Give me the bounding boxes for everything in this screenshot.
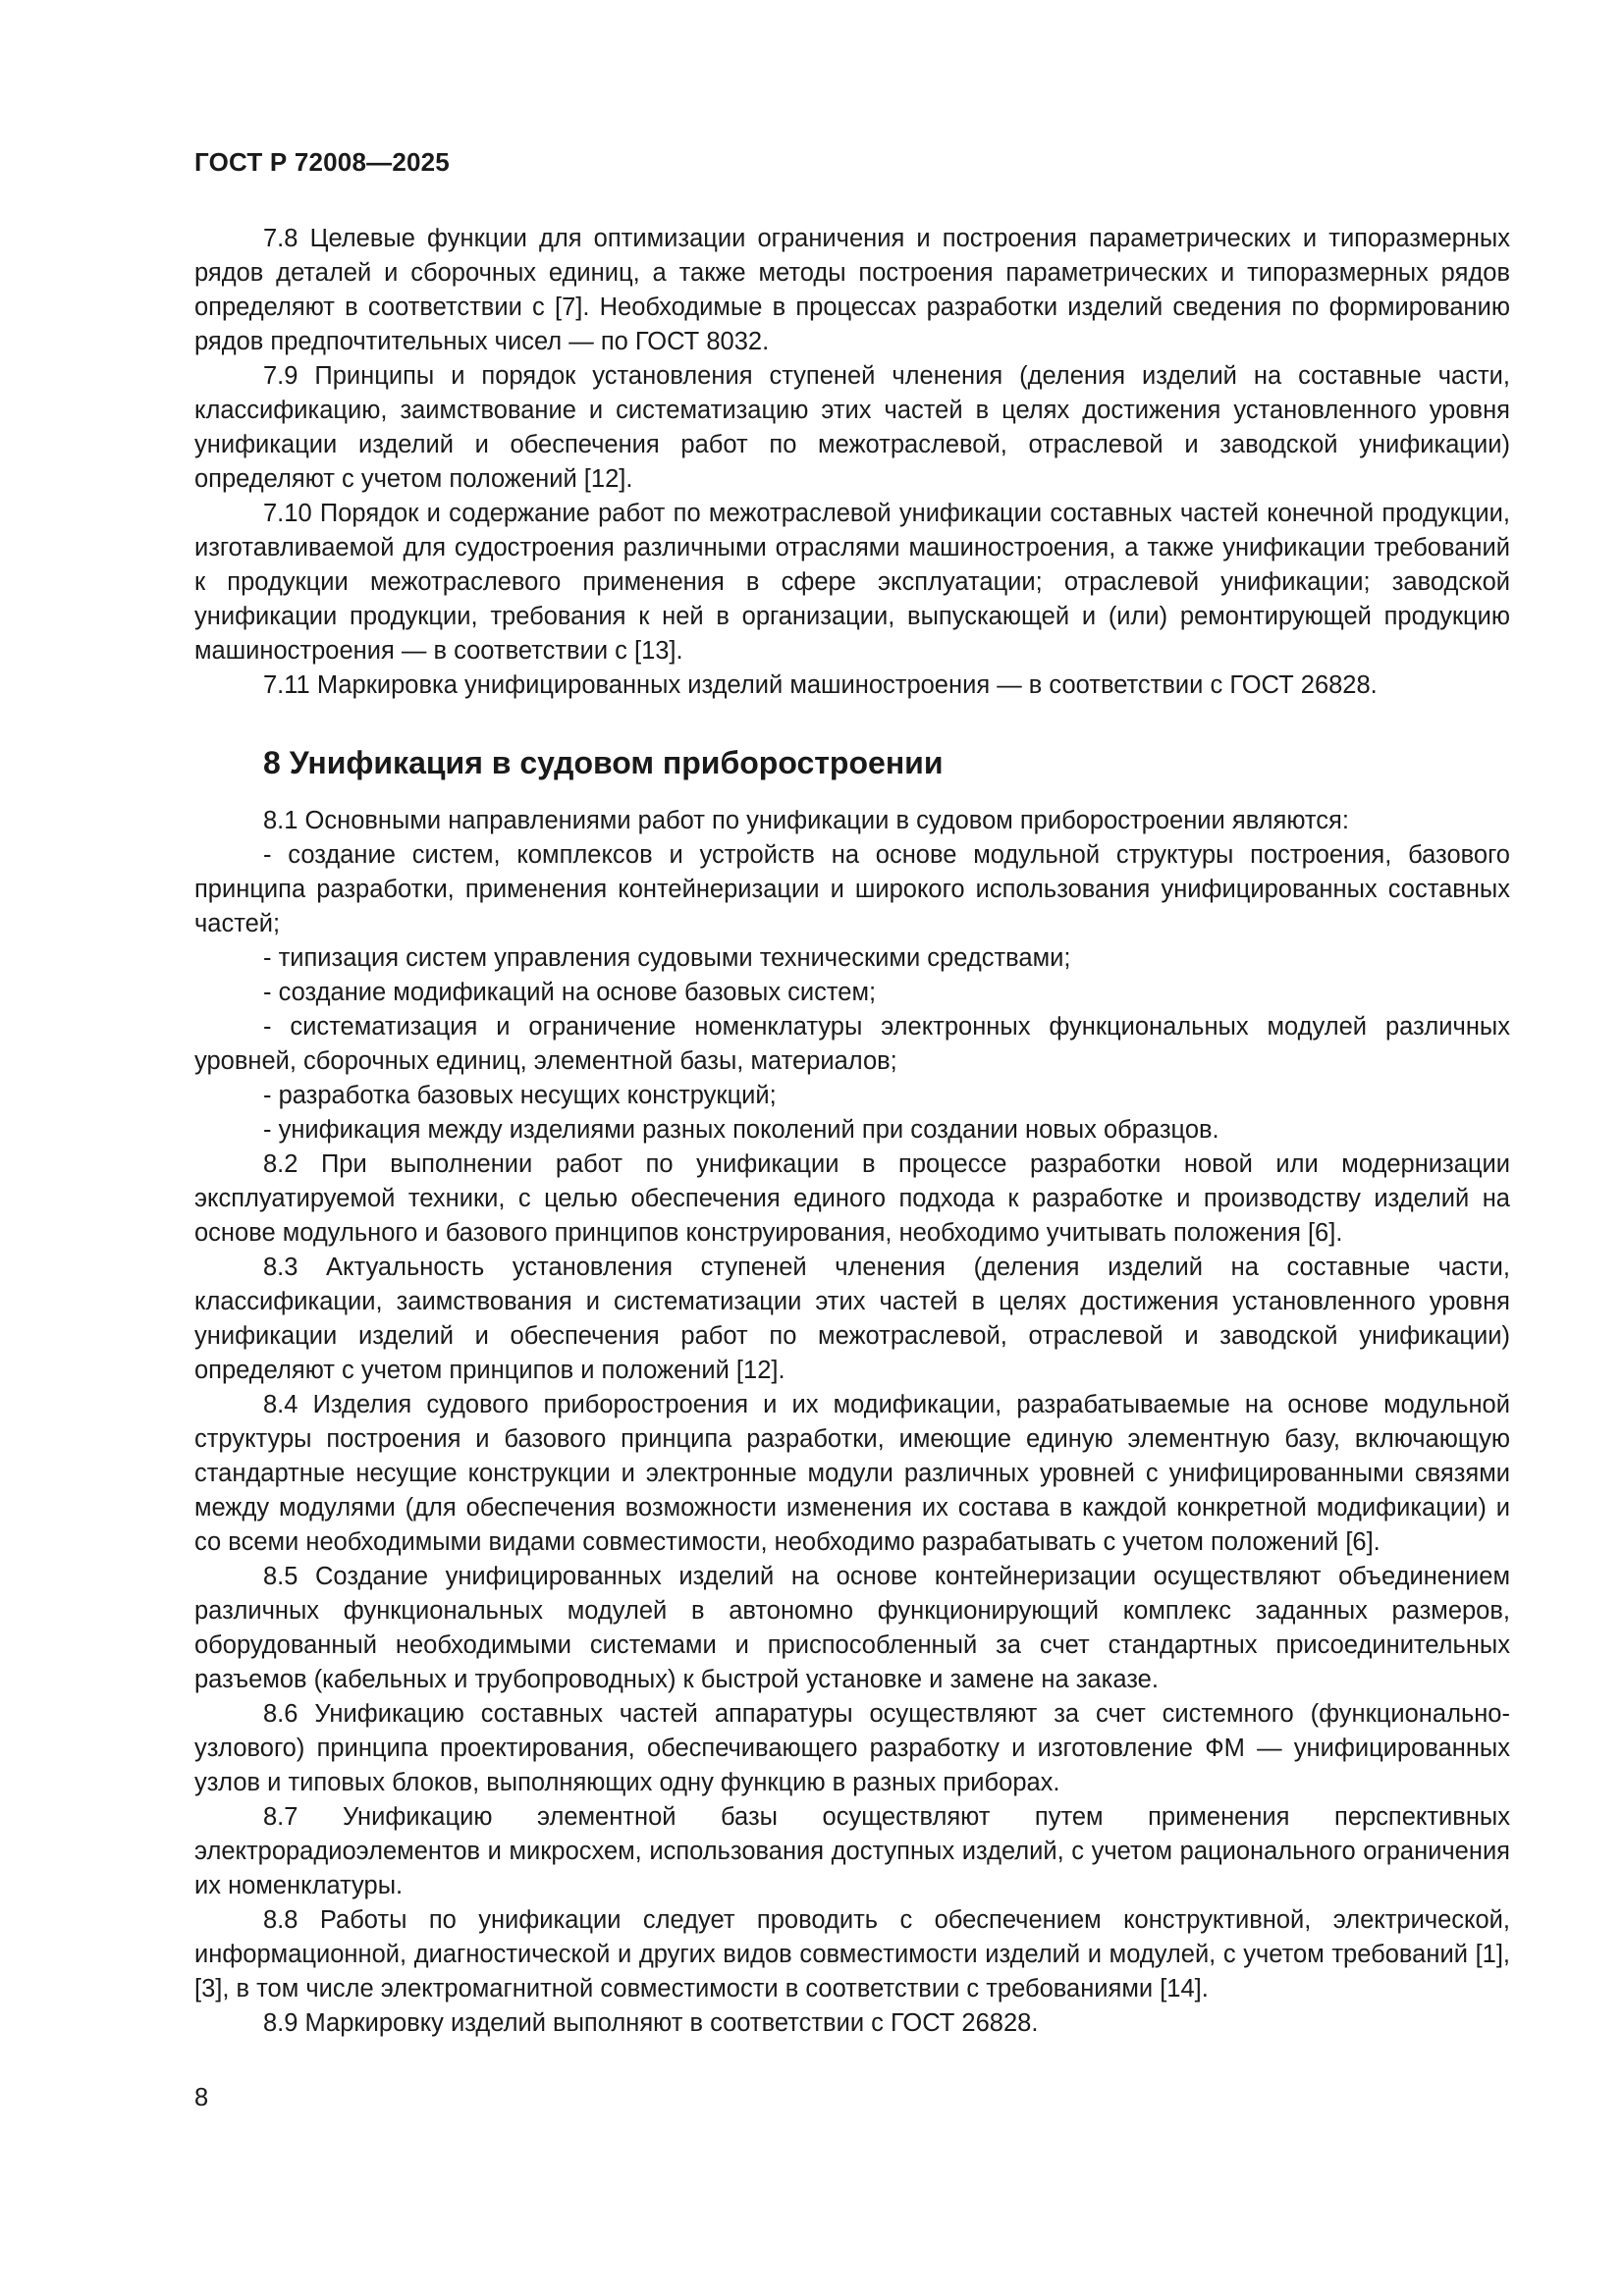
paragraph-8-1: 8.1 Основными направлениями работ по унификации в судовом приборостроении являются: — [263, 807, 1349, 834]
paragraph-7-8: 7.8 Целевые функции для оптимизации ограничения и построения параметрических и типоразмерных рядов деталей и сборочных единиц, а также методы построения параметрических и типоразмерных рядов определяют в соответствии с [7]. Необходимые в процессах разработки изделий сведения по формированию рядов предпочтительных чисел — по ГОСТ 8032. — [194, 225, 1510, 355]
list-item: - типизация систем управления судовыми техническими средствами; — [263, 944, 1071, 972]
paragraph-8-9: 8.9 Маркировку изделий выполняют в соответствии с ГОСТ 26828. — [263, 2009, 1039, 2037]
list-item: - разработка базовых несущих конструкций; — [263, 1082, 777, 1109]
paragraph-8-8: 8.8 Работы по унификации следует проводить с обеспечением конструктивной, электрической, информационной, диагностической и других видов совместимости изделий и модулей, с учетом требований [1], [3], в том числе электромагнитной совместимости в соответствии с требованиями [14]. — [194, 1906, 1510, 2002]
paragraph-8-7: 8.7 Унификацию элементной базы осуществляют путем применения перспективных электрорадиоэлементов и микросхем, использования доступных изделий, с учетом рационального ограничения их номенклатуры. — [194, 1803, 1510, 1899]
paragraph-8-5: 8.5 Создание унифицированных изделий на основе контейнеризации осуществляют объединением различных функциональных модулей в автономно функционирующий комплекс заданных размеров, оборудованный необходимыми системами и приспособленный за счет стандартных присоединительных разъемов (кабельных и трубопроводных) к быстрой установке и замене на заказе. — [194, 1563, 1510, 1693]
list-item: - унификация между изделиями разных поколений при создании новых образцов. — [263, 1116, 1219, 1144]
paragraph-7-11: 7.11 Маркировка унифицированных изделий машиностроения — в соответствии с ГОСТ 26828. — [263, 671, 1378, 699]
paragraph-7-10: 7.10 Порядок и содержание работ по межотраслевой унификации составных частей конечной продукции, изготавливаемой для судостроения различными отраслями машиностроения, а также унификации требований к продукции межотраслевого применения в сфере эксплуатации; отраслевой унификации; заводской унификации продукции, требования к ней в организации, выпускающей и (или) ремонтирующей продукцию машиностроения — в соответствии с [13]. — [194, 500, 1510, 665]
paragraph-8-3: 8.3 Актуальность установления ступеней членения (деления изделий на составные части, классификации, заимствования и систематизации этих частей в целях достижения установленного уровня унификации изделий и обеспечения работ по межотраслевой, отраслевой и заводской унификации) определяют с учетом принципов и положений [12]. — [194, 1254, 1510, 1384]
paragraph-8-2: 8.2 При выполнении работ по унификации в процессе разработки новой или модернизации эксплуатируемой техники, с целью обеспечения единого подхода к разработке и производству изделий на основе модульного и базового принципов конструирования, необходимо учитывать положения [6]. — [194, 1150, 1510, 1247]
page-number: 8 — [194, 2084, 209, 2111]
list-item: - систематизация и ограничение номенклатуры электронных функциональных модулей различных уровней, сборочных единиц, элементной базы, материалов; — [194, 1013, 1510, 1075]
paragraph-8-6: 8.6 Унификацию составных частей аппаратуры осуществляют за счет системного (функционально-узлового) принципа проектирования, обеспечивающего разработку и изготовление ФМ — унифицированных узлов и типовых блоков, выполняющих одну функцию в разных приборах. — [194, 1700, 1510, 1796]
paragraph-8-4: 8.4 Изделия судового приборостроения и их модификации, разрабатываемые на основе модульной структуры построения и базового принципа разработки, имеющие единую элементную базу, включающую стандартные несущие конструкции и электронные модули различных уровней с унифицированными связями между модулями (для обеспечения возможности изменения их состава в каждой конкретной модификации) и со всеми необходимыми видами совместимости, необходимо разрабатывать с учетом положений [6]. — [194, 1391, 1510, 1556]
section-8-heading: 8 Унификация в судовом приборостроении — [263, 745, 944, 780]
section-8-text — [194, 804, 1510, 2041]
section-7-text — [194, 222, 1510, 703]
document-code-header: ГОСТ Р 72008—2025 — [194, 147, 450, 177]
list-item: - создание систем, комплексов и устройств на основе модульной структуры построения, базового принципа разработки, применения контейнеризации и широкого использования унифицированных составных частей; — [194, 841, 1510, 937]
paragraph-7-9: 7.9 Принципы и порядок установления ступеней членения (деления изделий на составные части, классификацию, заимствование и систематизацию этих частей в целях достижения установленного уровня унификации изделий и обеспечения работ по межотраслевой, отраслевой и заводской унификации) определяют с учетом положений [12]. — [194, 362, 1510, 493]
list-item: - создание модификаций на основе базовых систем; — [263, 979, 877, 1006]
